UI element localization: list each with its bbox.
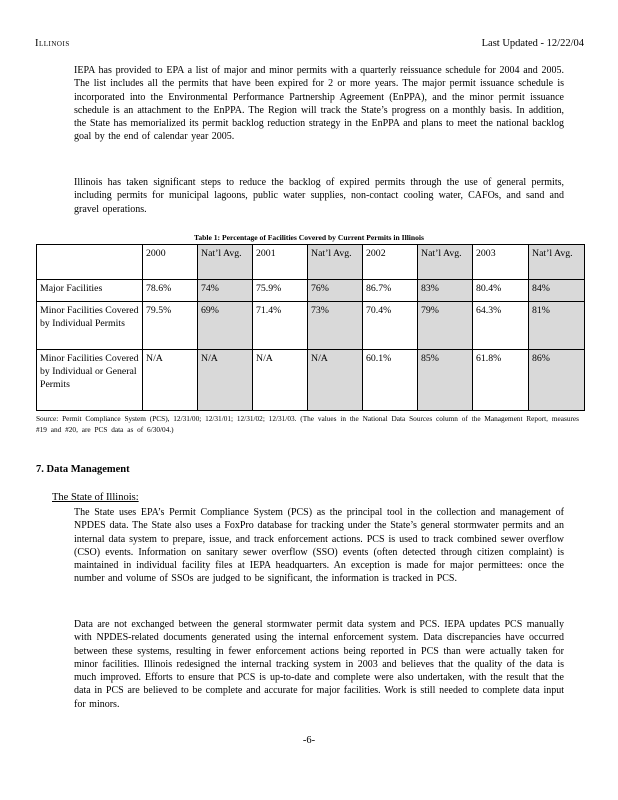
table-cell: 80.4%	[473, 280, 529, 302]
row-label-minor-general: Minor Facilities Covered by Individual or General Permits	[37, 350, 143, 411]
table-header-cell: 2001	[253, 245, 308, 280]
table-row	[37, 350, 585, 411]
row-label-minor-individual: Minor Facilities Covered by Individual Permits	[37, 302, 143, 350]
table-cell: N/A	[143, 350, 198, 411]
table-cell: 60.1%	[363, 350, 418, 411]
table-row	[37, 302, 585, 350]
header-last-updated: Last Updated - 12/22/04	[481, 38, 584, 49]
table-caption: Table 1: Percentage of Facilities Covered by Current Permits in Illinois	[193, 233, 425, 242]
table-header-cell: 2002	[363, 245, 418, 280]
table-row	[37, 280, 585, 302]
table-cell: 86%	[529, 350, 585, 411]
row-label-major: Major Facilities	[37, 280, 143, 302]
intro-paragraph-1: IEPA has provided to EPA a list of major and minor permits with a quarterly reissuance schedule for 2004 and 2005. The list includes all the permits that have been expired for 2 or more years. The major permit issuance schedule is incorporated into the Environmental Performance Partnership Agreement (EnPPA), and the minor permit issuance schedule is an attachment to the EnPPA. The Region will track the State’s progress on a monthly basis. In addition, the State has memorialized its permit backlog reduction strategy in the EnPPA and plans to meet the national backlog goal by the end of calendar year 2005.	[74, 65, 564, 143]
table-cell: N/A	[253, 350, 308, 411]
table-header-row	[37, 245, 585, 280]
data-mgmt-paragraph-1: The State uses EPA’s Permit Compliance System (PCS) as the principal tool in the collection and management of NPDES data. The State also uses a FoxPro database for tracking under the State’s general stormwater permits and an internal data system to prepare, issue, and track enforcement actions. PCS is used to track combined sewer overflow (CSO) events. Information on sanitary sewer overflow (SSO) events (often detected through citizen complaint) is maintained in individual facility files at IEPA headquarters. An exception is made for major permittees: once the number and volume of SSOs are judged to be significant, the information is tracked in PCS.	[74, 507, 564, 585]
table-cell: 83%	[418, 280, 473, 302]
table-cell: N/A	[198, 350, 253, 411]
permits-coverage-table	[36, 244, 585, 411]
section-title: 7. Data Management	[36, 464, 130, 475]
data-mgmt-paragraph-2: Data are not exchanged between the general stormwater permit data system and PCS. IEPA updates PCS manually with NPDES-related documents generated using the internal enforcement system. Data discrepancies have occurred between these systems, resulting in fewer enforcement actions being reported in PCS than were actually taken for minor facilities. Illinois redesigned the internal tracking system in 2003 and believes that the quality of the data is much improved. Efforts to ensure that PCS is up-to-date and complete were also undertaken, with the result that the data in PCS are believed to be complete and accurate for major facilities. Work is still needed to complete data input for minors.	[74, 619, 564, 710]
table-header-cell	[37, 245, 143, 280]
table-cell: 69%	[198, 302, 253, 350]
table-source-note: Source: Permit Compliance System (PCS), 12/31/00; 12/31/01; 12/31/02; 12/31/03. (The values in the National Data Sources column of the Management Report, measures #19 and #20, are PCS data as of 6/30/04.)	[36, 414, 579, 434]
table-header-cell: 2003	[473, 245, 529, 280]
table-cell: 86.7%	[363, 280, 418, 302]
table-cell: 84%	[529, 280, 585, 302]
table-cell: 79.5%	[143, 302, 198, 350]
table-header-cell: Nat’l Avg.	[198, 245, 253, 280]
table-cell: 81%	[529, 302, 585, 350]
table-cell: 78.6%	[143, 280, 198, 302]
table-header-cell: Nat’l Avg.	[308, 245, 363, 280]
table-cell: 74%	[198, 280, 253, 302]
table-cell: 85%	[418, 350, 473, 411]
table-header-cell: Nat’l Avg.	[529, 245, 585, 280]
table-cell: 64.3%	[473, 302, 529, 350]
section-subheading: The State of Illinois:	[52, 492, 139, 503]
table-cell: 73%	[308, 302, 363, 350]
intro-paragraph-2: Illinois has taken significant steps to reduce the backlog of expired permits through the use of general permits, including permits for municipal lagoons, public water supplies, non-contact cooling water, CAFOs, and sand and gravel operations.	[74, 177, 564, 215]
table-cell: 79%	[418, 302, 473, 350]
header-state: Illinois	[35, 38, 70, 49]
table-header-cell: 2000	[143, 245, 198, 280]
table-header-cell: Nat’l Avg.	[418, 245, 473, 280]
table-cell: 71.4%	[253, 302, 308, 350]
table-cell: 75.9%	[253, 280, 308, 302]
table-cell: 76%	[308, 280, 363, 302]
table-cell: N/A	[308, 350, 363, 411]
table-cell: 61.8%	[473, 350, 529, 411]
page-number: -6-	[302, 735, 316, 746]
table-cell: 70.4%	[363, 302, 418, 350]
